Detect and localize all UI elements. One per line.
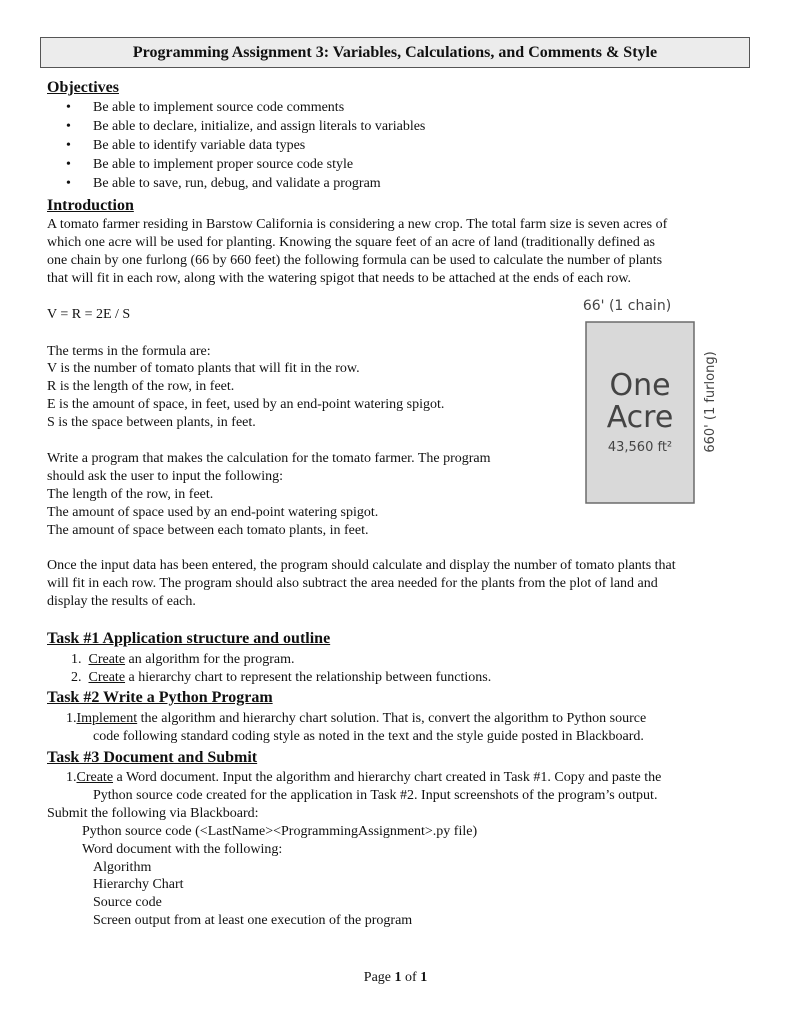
objective-text: Be able to implement proper source code style — [93, 157, 354, 172]
objective-item: • Be able to save, run, debug, and validate a program — [66, 176, 381, 191]
doc-item: Source code — [93, 895, 162, 910]
task1-heading: Task #1 Application structure and outline — [47, 630, 331, 647]
acre-big-line1: One — [609, 368, 671, 403]
closing-line: will fit in each row. The program should also subtract the area needed for the plants from the plot of land and — [47, 576, 658, 591]
page-footer — [0, 970, 791, 986]
chain-label: 66' (1 chain) — [582, 298, 672, 314]
task3-item — [66, 769, 661, 787]
item-text: the algorithm and hierarchy chart solution. That is, convert the algorithm to Python source — [137, 711, 647, 726]
term-line: V is the number of tomato plants that will fit in the row. — [47, 361, 360, 376]
footer-mid: of — [401, 970, 421, 985]
program-line: Write a program that makes the calculation for the tomato farmer. The program — [47, 451, 491, 466]
objective-text: Be able to save, run, debug, and validate a program — [93, 176, 381, 191]
task2-item — [66, 710, 646, 728]
objective-item: • Be able to implement proper source code style — [66, 157, 354, 172]
task2-continuation: code following standard coding style as noted in the text and the style guide posted in Blackboard. — [93, 729, 644, 744]
furlong-label: 660' (1 furlong) — [703, 351, 718, 453]
item-text: a Word document. Input the algorithm and hierarchy chart created in Task #1. Copy and paste the — [113, 770, 662, 785]
page-number: 1 — [394, 970, 402, 985]
item-number: 1. — [71, 652, 82, 667]
objectives-heading: Objectives — [47, 79, 119, 96]
item-verb: Create — [88, 652, 126, 667]
term-line: S is the space between plants, in feet. — [47, 415, 256, 430]
term-line: R is the length of the row, in feet. — [47, 379, 235, 394]
term-line: E is the amount of space, in feet, used by an end-point watering spigot. — [47, 397, 445, 412]
program-line: should ask the user to input the following: — [47, 469, 284, 484]
item-text: an algorithm for the program. — [125, 652, 295, 667]
program-line: The amount of space between each tomato plants, in feet. — [47, 523, 369, 538]
title-text: Programming Assignment 3: Variables, Calculations, and Comments & Style — [132, 43, 658, 61]
item-verb: Create — [88, 670, 126, 685]
objective-text: Be able to implement source code comments — [93, 100, 345, 115]
closing-line: Once the input data has been entered, the program should calculate and display the number of tomato plants that — [47, 558, 676, 573]
item-number: 1. — [66, 711, 77, 726]
task3-heading: Task #3 Document and Submit — [47, 749, 258, 766]
item-text: a hierarchy chart to represent the relationship between functions. — [125, 670, 492, 685]
task1-item — [71, 669, 491, 687]
page-title — [40, 37, 750, 68]
introduction-heading: Introduction — [47, 197, 134, 214]
item-verb: Create — [76, 770, 114, 785]
doc-item: Hierarchy Chart — [93, 877, 184, 892]
task3-continuation: Python source code created for the application in Task #2. Input screenshots of the program’s output. — [93, 788, 658, 803]
intro-line: that will fit in each row, along with the watering spigot that needs to be attached at the ends of each row. — [47, 271, 632, 286]
doc-item: Algorithm — [93, 860, 152, 875]
objective-text: Be able to identify variable data types — [93, 138, 306, 153]
closing-line: display the results of each. — [47, 594, 196, 609]
item-number: 1. — [66, 770, 77, 785]
intro-line: which one acre will be used for planting. Knowing the square feet of an acre of land (traditionally defined as — [47, 235, 656, 250]
submit-item: Word document with the following: — [82, 842, 283, 857]
objective-text: Be able to declare, initialize, and assign literals to variables — [93, 119, 426, 134]
acre-big-line2: Acre — [606, 400, 674, 435]
formula: V = R = 2E / S — [47, 307, 131, 322]
task2-heading: Task #2 Write a Python Program — [47, 689, 273, 706]
intro-line: A tomato farmer residing in Barstow California is considering a new crop. The total farm size is seven acres of — [47, 217, 668, 232]
item-verb: Implement — [76, 711, 138, 726]
task1-item — [71, 651, 295, 669]
doc-item: Screen output from at least one execution of the program — [93, 913, 413, 928]
acre-area: 43,560 ft² — [607, 440, 673, 455]
acre-diagram — [575, 292, 725, 512]
program-line: The length of the row, in feet. — [47, 487, 214, 502]
objective-item: • Be able to identify variable data types — [66, 138, 306, 153]
objective-item: • Be able to implement source code comments — [66, 100, 345, 115]
footer-prefix: Page — [363, 970, 395, 985]
submit-item: Python source code (<LastName><ProgrammingAssignment>.py file) — [82, 824, 478, 839]
program-line: The amount of space used by an end-point watering spigot. — [47, 505, 379, 520]
intro-line: one chain by one furlong (66 by 660 feet) the following formula can be used to calculate the number of plants — [47, 253, 663, 268]
terms-intro: The terms in the formula are: — [47, 344, 211, 359]
item-number: 2. — [71, 670, 82, 685]
objective-item: • Be able to declare, initialize, and assign literals to variables — [66, 119, 426, 134]
page-total: 1 — [420, 970, 428, 985]
submit-intro: Submit the following via Blackboard: — [47, 806, 259, 821]
